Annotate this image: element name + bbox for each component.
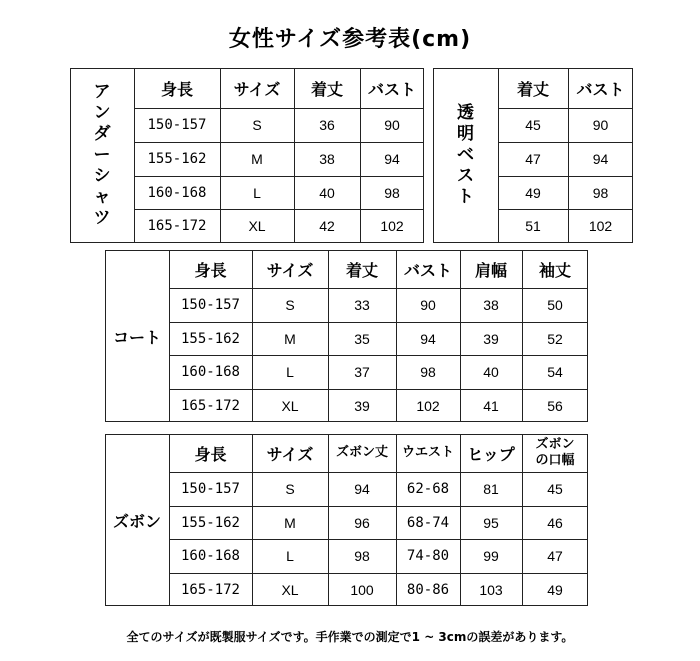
undershirt-data-cell: 98 (384, 184, 400, 201)
pants-header-cell: 身長 (194, 444, 227, 464)
coat-header-cell: バスト (403, 260, 452, 280)
pants-data-cell: 100 (350, 581, 374, 598)
pants-data-cell: 155-162 (180, 514, 240, 531)
pants-data-cell: XL (281, 581, 299, 598)
undershirt-data-cell: 160-168 (147, 184, 207, 201)
undershirt-data-cell: 155-162 (147, 151, 207, 167)
coat-data-cell: 52 (547, 330, 563, 347)
pants-header-cell: サイズ (266, 444, 314, 464)
pants-data-cell: 46 (547, 514, 563, 531)
coat-data-cell: 160-168 (180, 364, 240, 380)
pants-data-cell: 103 (479, 581, 503, 598)
coat-data-cell: 98 (420, 364, 436, 380)
coat-data-cell: L (286, 364, 294, 380)
vest-data-cell: 49 (525, 184, 541, 201)
undershirt-header-cell: サイズ (233, 79, 281, 99)
vest-label (433, 68, 498, 243)
vest-data-cell: 90 (592, 117, 609, 133)
pants-data-cell: S (285, 481, 295, 497)
undershirt-label-char: ツ (93, 208, 111, 228)
undershirt-label-char: ャ (93, 187, 111, 207)
pants-data-cell: 96 (354, 514, 370, 531)
pants-data-cell: 68-74 (406, 514, 450, 531)
coat-data-cell: 35 (354, 330, 370, 347)
pants-label: ズボン (112, 511, 161, 531)
pants-data-cell: 62-68 (406, 481, 450, 497)
coat-data-cell: M (284, 330, 296, 347)
undershirt-label-char: ア (93, 82, 111, 102)
undershirt-header-cell: バスト (367, 79, 416, 99)
coat-data-cell: 94 (420, 330, 436, 347)
undershirt-data-cell: 40 (319, 184, 335, 201)
pants-data-cell: 49 (547, 581, 563, 598)
pants-header-mouth-width (522, 434, 588, 472)
coat-header-cell: サイズ (266, 260, 314, 280)
vest-data-cell: 45 (525, 117, 541, 133)
pants-data-cell: 45 (547, 481, 563, 497)
coat-data-cell: XL (281, 397, 299, 414)
vest-data-cell: 98 (592, 184, 609, 201)
coat-header-cell: 袖丈 (538, 260, 571, 280)
coat-data-cell: 33 (354, 297, 370, 313)
coat-header-cell: 着丈 (345, 260, 378, 280)
coat-data-cell: 56 (547, 397, 563, 414)
coat-data-cell: 54 (547, 364, 563, 380)
vest-header-cell: バスト (576, 79, 625, 99)
pants-header-cell: ウエスト (401, 445, 454, 460)
coat-data-cell: 155-162 (180, 330, 240, 347)
coat-data-cell: 41 (483, 397, 499, 414)
coat-data-cell: 150-157 (180, 297, 240, 313)
pants-data-cell: 47 (547, 548, 563, 564)
undershirt-label-char: シ (93, 166, 111, 186)
coat-data-cell: 90 (420, 297, 436, 313)
vest-data-cell: 94 (592, 151, 609, 167)
pants-data-cell: 99 (483, 548, 499, 564)
undershirt-data-cell: 165-172 (147, 218, 207, 234)
coat-data-cell: 165-172 (180, 397, 240, 414)
pants-data-cell: 94 (354, 481, 370, 497)
coat-data-cell: 38 (483, 297, 499, 313)
undershirt-data-cell: 150-157 (147, 117, 207, 133)
undershirt-header-cell: 身長 (160, 79, 193, 99)
pants-data-cell: 150-157 (180, 481, 240, 497)
undershirt-data-cell: 102 (380, 218, 404, 234)
undershirt-data-cell: XL (248, 218, 266, 234)
coat-data-cell: 102 (416, 397, 440, 414)
coat-data-cell: 50 (547, 297, 563, 313)
undershirt-data-cell: 42 (319, 218, 335, 234)
undershirt-label-char: ン (93, 103, 111, 123)
pants-data-cell: L (286, 548, 294, 564)
undershirt-data-cell: S (252, 117, 262, 133)
vest-label-char: ス (457, 166, 474, 186)
pants-header-mouth-width-line: の口幅 (535, 453, 575, 468)
vest-data-cell: 51 (525, 218, 541, 234)
undershirt-label-char: ダ (93, 124, 111, 144)
coat-data-cell: 39 (354, 397, 370, 414)
undershirt-label-char: ー (93, 145, 111, 165)
vest-data-cell: 102 (588, 218, 613, 234)
undershirt-data-cell: 94 (384, 151, 400, 167)
pants-header-cell: ズボン丈 (335, 445, 388, 460)
pants-header-cell: ヒップ (467, 444, 515, 464)
vest-data-cell: 47 (525, 151, 541, 167)
pants-data-cell: M (284, 514, 296, 531)
pants-data-cell: 160-168 (180, 548, 240, 564)
coat-data-cell: 40 (483, 364, 499, 380)
pants-header-mouth-width-line: ズボン (535, 437, 575, 452)
pants-data-cell: 98 (354, 548, 370, 564)
vest-label-char: ベ (457, 145, 474, 165)
undershirt-header-cell: 着丈 (310, 79, 343, 99)
coat-header-cell: 肩幅 (474, 260, 507, 280)
coat-header-cell: 身長 (194, 260, 227, 280)
coat-data-cell: 37 (354, 364, 370, 380)
footnote: 全てのサイズが既製服サイズです。手作業での測定で1 ~ 3cmの誤差があります。 (126, 630, 574, 644)
vest-label-char: 明 (457, 124, 474, 144)
undershirt-label (70, 68, 134, 243)
undershirt-data-cell: L (253, 184, 261, 201)
coat-data-cell: 39 (483, 330, 499, 347)
vest-label-char: ト (457, 187, 474, 207)
pants-data-cell: 74-80 (406, 548, 450, 564)
undershirt-data-cell: M (251, 151, 263, 167)
page-title: 女性サイズ参考表(cm) (228, 27, 472, 52)
undershirt-data-cell: 90 (384, 117, 400, 133)
undershirt-data-cell: 36 (319, 117, 335, 133)
undershirt-data-cell: 38 (319, 151, 335, 167)
vest-label-char: 透 (457, 103, 474, 123)
pants-data-cell: 165-172 (180, 581, 240, 598)
pants-data-cell: 95 (483, 514, 499, 531)
pants-data-cell: 81 (483, 481, 499, 497)
vest-header-cell: 着丈 (516, 79, 549, 99)
coat-label: コート (112, 327, 161, 347)
coat-data-cell: S (285, 297, 295, 313)
pants-data-cell: 80-86 (406, 581, 450, 598)
